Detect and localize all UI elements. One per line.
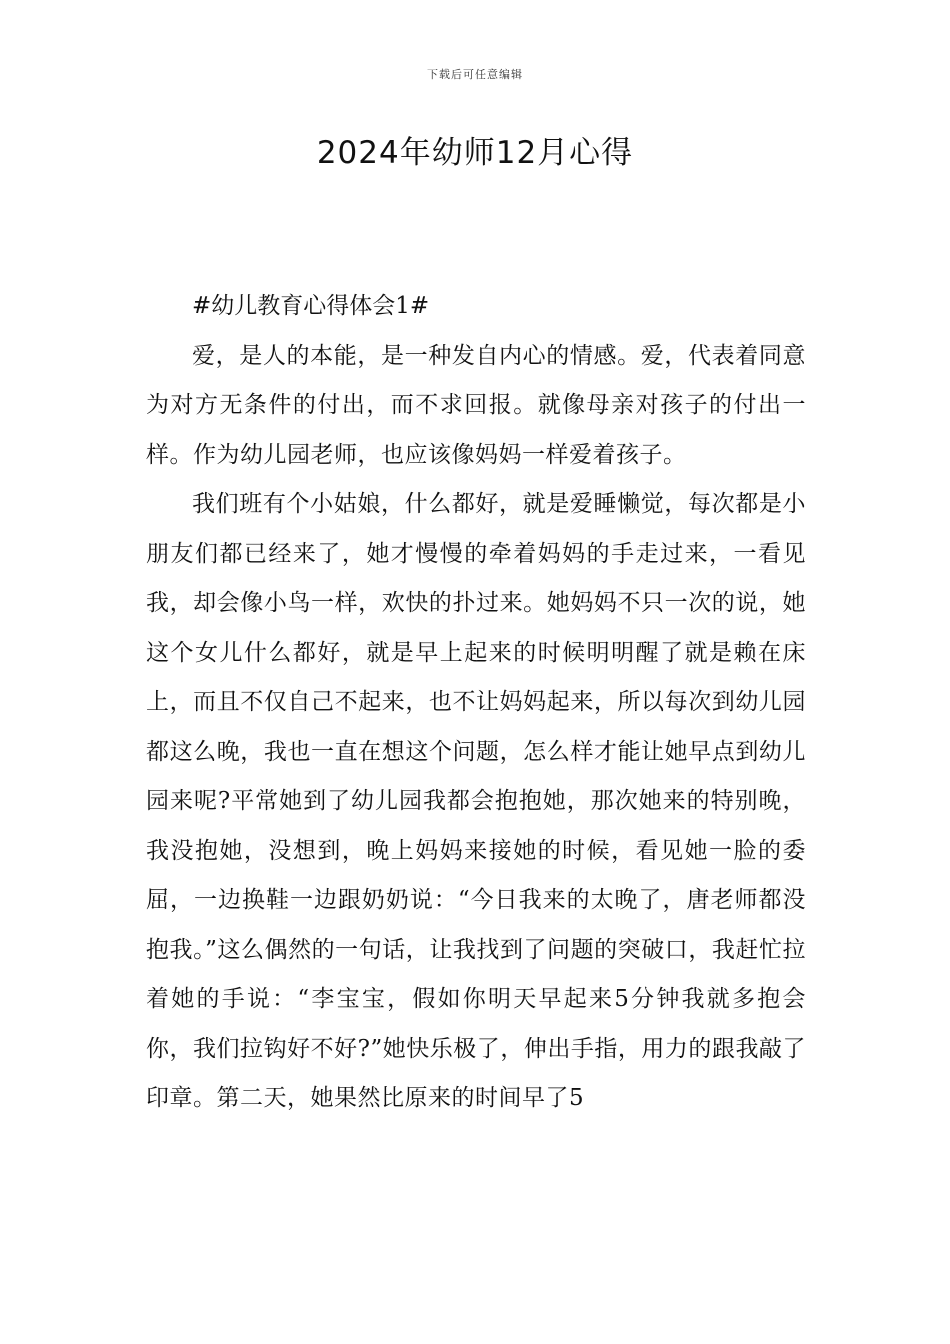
body-paragraph: 爱，是人的本能，是一种发自内心的情感。爱，代表着同意为对方无条件的付出，而不求回报。就像母亲对孩子的付出一样。作为幼儿园老师，也应该像妈妈一样爱着孩子。 <box>146 342 806 468</box>
body-paragraph: 我们班有个小姑娘，什么都好，就是爱睡懒觉，每次都是小朋友们都已经来了，她才慢慢的牵着妈妈的手走过来，一看见我，却会像小鸟一样，欢快的扑过来。她妈妈不只一次的说，她这个女儿什么都好，就是早上起来的时候明明醒了就是赖在床上，而且不仅自己不起来，也不让妈妈起来，所以每次到幼儿园都这么晚，我也一直在想这个问题，怎么样才能让她早点到幼儿园来呢?平常她到了幼儿园我都会抱抱她，那次她来的特别晚，我没抱她，没想到，晚上妈妈来接她的时候，看见她一脸的委屈，一边换鞋一边跟奶奶说：“今日我来的太晚了，唐老师都没抱我。”这么偶然的一句话，让我找到了问题的突破口，我赶忙拉着她的手说：“李宝宝，假如你明天早起来5分钟我就多抱会你，我们拉钩好不好?”她快乐极了，伸出手指，用力的跟我敲了印章。第二天，她果然比原来的时间早了5 <box>146 491 806 1111</box>
header-note: 下载后可任意编辑 <box>427 68 523 81</box>
section-heading: #幼儿教育心得体会1# <box>192 293 430 319</box>
document-title: 2024年幼师12月心得 <box>316 135 634 171</box>
document-body <box>146 282 806 1124</box>
